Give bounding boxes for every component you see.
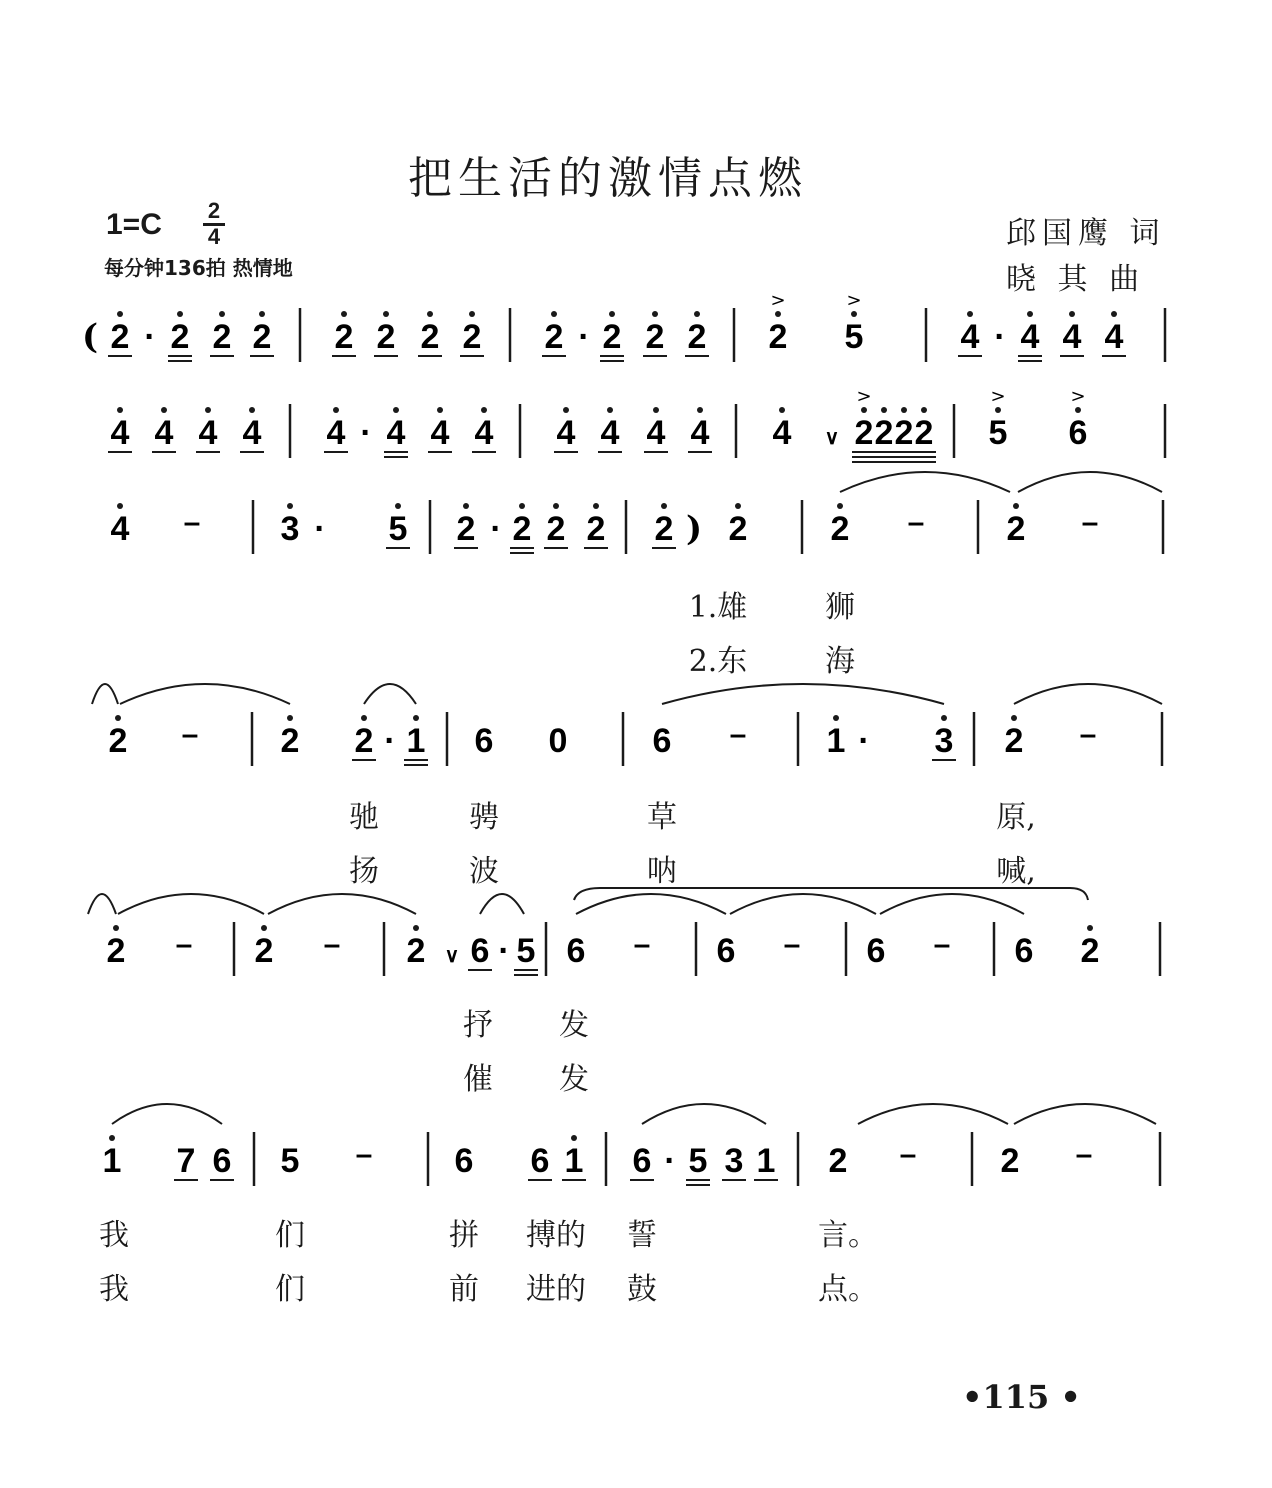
- note: 1: [564, 1142, 584, 1180]
- octave-dot: [481, 407, 487, 413]
- sustain-dash: –: [181, 718, 199, 751]
- sustain-dash: –: [729, 718, 747, 751]
- octave-dot: [609, 311, 615, 317]
- octave-dot: [383, 311, 389, 317]
- lyric-syllable: 前: [449, 1272, 479, 1307]
- note: 4: [110, 414, 130, 452]
- octave-dot: [995, 407, 1001, 413]
- note: 4: [772, 414, 792, 452]
- octave-dot: [1069, 311, 1075, 317]
- octave-dot: [941, 715, 947, 721]
- dotted-rhythm: ·: [498, 932, 510, 970]
- tie-slur: [1018, 472, 1162, 492]
- tie-slur: [364, 684, 416, 704]
- note: 2: [1006, 510, 1026, 548]
- sustain-dash: –: [783, 928, 801, 961]
- note: 6: [652, 722, 672, 760]
- octave-dot: [661, 503, 667, 509]
- lyric-syllable: 拼: [449, 1218, 479, 1253]
- octave-dot: [861, 407, 867, 413]
- note: 2: [654, 510, 674, 548]
- note: 4: [690, 414, 710, 452]
- accent-mark: >: [846, 290, 862, 311]
- note: 6: [530, 1142, 550, 1180]
- lyric-syllable: 驰: [349, 800, 379, 835]
- lyricist-credit: 邱国鹰 词: [1006, 216, 1166, 251]
- breath-mark: ∨: [444, 945, 460, 967]
- tie-slur: [730, 894, 876, 914]
- octave-dot: [177, 311, 183, 317]
- accent-mark: >: [1070, 386, 1086, 407]
- note: 2: [687, 318, 707, 356]
- tie-slur: [118, 894, 264, 914]
- note: 6: [1068, 414, 1088, 452]
- octave-dot: [1027, 311, 1033, 317]
- bracket: (: [81, 317, 99, 357]
- time-signature-denominator: 4: [207, 224, 221, 249]
- note: 5: [844, 318, 864, 356]
- note: 1: [756, 1142, 776, 1180]
- lyric-syllable: 们: [275, 1218, 305, 1253]
- lyric-syllable: 1.雄: [688, 590, 748, 625]
- octave-dot: [694, 311, 700, 317]
- octave-dot: [833, 715, 839, 721]
- lyric-syllable: 鼓: [627, 1272, 657, 1307]
- octave-dot: [1087, 925, 1093, 931]
- octave-dot: [607, 407, 613, 413]
- note: 5: [988, 414, 1008, 452]
- octave-dot: [1075, 407, 1081, 413]
- lyric-syllable: 呐: [647, 854, 677, 889]
- octave-dot: [519, 503, 525, 509]
- page-number: •115 •: [962, 1378, 1081, 1416]
- key-signature: 1=C: [106, 208, 162, 241]
- octave-dot: [393, 407, 399, 413]
- tie-slur: [662, 684, 944, 704]
- breath-mark: ∨: [824, 427, 840, 449]
- octave-dot: [361, 715, 367, 721]
- sustain-dash: –: [1075, 1138, 1093, 1171]
- sustain-dash: –: [183, 506, 201, 539]
- note: 2: [170, 318, 190, 356]
- octave-dot: [779, 407, 785, 413]
- sustain-dash: –: [933, 928, 951, 961]
- octave-dot: [652, 311, 658, 317]
- octave-dot: [1011, 715, 1017, 721]
- octave-dot: [563, 407, 569, 413]
- octave-dot: [117, 503, 123, 509]
- lyric-syllable: 们: [275, 1272, 305, 1307]
- accent-mark: >: [770, 290, 786, 311]
- octave-dot: [287, 715, 293, 721]
- octave-dot: [427, 311, 433, 317]
- note: 4: [386, 414, 406, 452]
- sustain-dash: –: [355, 1138, 373, 1171]
- note: 6: [1014, 932, 1034, 970]
- dotted-rhythm: ·: [664, 1142, 676, 1180]
- lyric-syllable: 海: [825, 644, 855, 679]
- lyric-syllable: 催: [463, 1062, 493, 1097]
- tie-slur: [1014, 1104, 1156, 1124]
- octave-dot: [921, 407, 927, 413]
- octave-dot: [881, 407, 887, 413]
- note: 2: [406, 932, 426, 970]
- tie-slur: [642, 1104, 766, 1124]
- dotted-rhythm: ·: [490, 510, 502, 548]
- note: 2: [544, 318, 564, 356]
- sustain-dash: –: [1079, 718, 1097, 751]
- octave-dot: [967, 311, 973, 317]
- tie-slur: [120, 684, 290, 704]
- note: 5: [388, 510, 408, 548]
- octave-dot: [1013, 503, 1019, 509]
- note: 4: [556, 414, 576, 452]
- lyric-syllable: 草: [647, 800, 677, 835]
- octave-dot: [261, 925, 267, 931]
- note: 4: [1104, 318, 1124, 356]
- note: 4: [1062, 318, 1082, 356]
- note: 2: [334, 318, 354, 356]
- note: 4: [600, 414, 620, 452]
- bracket: ): [685, 509, 703, 549]
- note: 7: [176, 1142, 196, 1180]
- octave-dot: [551, 311, 557, 317]
- composer-credit: 晓 其 曲: [1006, 262, 1146, 297]
- octave-dot: [113, 925, 119, 931]
- note: 3: [934, 722, 954, 760]
- note: 3: [280, 510, 300, 548]
- note: 5: [688, 1142, 708, 1180]
- note: 2: [602, 318, 622, 356]
- sustain-dash: –: [633, 928, 651, 961]
- note: 2: [420, 318, 440, 356]
- note: 2: [894, 414, 914, 452]
- note: 2: [546, 510, 566, 548]
- lyric-syllable: 点。: [818, 1272, 878, 1307]
- note: 2: [462, 318, 482, 356]
- octave-dot: [333, 407, 339, 413]
- lyric-syllable: 扬: [349, 854, 379, 889]
- lyric-syllable: 搏的: [526, 1218, 586, 1253]
- tie-slur: [840, 472, 1010, 492]
- note: 4: [474, 414, 494, 452]
- note: 2: [252, 318, 272, 356]
- lyric-syllable: 发: [559, 1008, 589, 1043]
- octave-dot: [413, 925, 419, 931]
- octave-dot: [413, 715, 419, 721]
- lyric-syllable: 波: [469, 854, 499, 889]
- note: 0: [548, 722, 568, 760]
- note: 2: [354, 722, 374, 760]
- dotted-rhythm: ·: [994, 318, 1006, 356]
- octave-dot: [117, 311, 123, 317]
- note: 2: [1000, 1142, 1020, 1180]
- octave-dot: [593, 503, 599, 509]
- note: 4: [1020, 318, 1040, 356]
- note: 4: [110, 510, 130, 548]
- tie-slur: [480, 894, 524, 914]
- note: 5: [280, 1142, 300, 1180]
- lyric-syllable: 我: [99, 1272, 129, 1307]
- note: 4: [154, 414, 174, 452]
- note: 2: [830, 510, 850, 548]
- time-signature-numerator: 2: [207, 198, 221, 223]
- dotted-rhythm: ·: [384, 722, 396, 760]
- lyric-syllable: 2.东: [688, 644, 748, 679]
- note: 2: [106, 932, 126, 970]
- lyric-syllable: 骋: [469, 800, 499, 835]
- note: 2: [854, 414, 874, 452]
- octave-dot: [735, 503, 741, 509]
- lyric-syllable: 喊,: [996, 854, 1036, 889]
- note: 2: [376, 318, 396, 356]
- accent-mark: >: [856, 386, 872, 407]
- tie-slur: [1014, 684, 1162, 704]
- octave-dot: [553, 503, 559, 509]
- octave-dot: [1111, 311, 1117, 317]
- octave-dot: [851, 311, 857, 317]
- note: 1: [102, 1142, 122, 1180]
- note: 2: [456, 510, 476, 548]
- octave-dot: [901, 407, 907, 413]
- note: 4: [646, 414, 666, 452]
- note: 2: [586, 510, 606, 548]
- note: 2: [110, 318, 130, 356]
- dotted-rhythm: ·: [360, 414, 372, 452]
- note: 3: [724, 1142, 744, 1180]
- note: 2: [512, 510, 532, 548]
- note: 2: [108, 722, 128, 760]
- tie-slur: [268, 894, 416, 914]
- tie-slur: [880, 894, 1024, 914]
- lyric-syllable: 抒: [463, 1008, 493, 1043]
- sustain-dash: –: [1081, 506, 1099, 539]
- sustain-dash: –: [899, 1138, 917, 1171]
- octave-dot: [697, 407, 703, 413]
- note: 4: [242, 414, 262, 452]
- note: 1: [826, 722, 846, 760]
- dotted-rhythm: ·: [578, 318, 590, 356]
- lyric-syllable: 狮: [825, 590, 855, 625]
- octave-dot: [395, 503, 401, 509]
- octave-dot: [571, 1135, 577, 1141]
- lyric-syllable: 原,: [996, 800, 1036, 835]
- tie-slur: [88, 894, 116, 914]
- tempo-marking: 每分钟136拍 热情地: [104, 256, 293, 280]
- note: 5: [516, 932, 536, 970]
- note: 2: [914, 414, 934, 452]
- sustain-dash: –: [175, 928, 193, 961]
- octave-dot: [287, 503, 293, 509]
- note: 6: [212, 1142, 232, 1180]
- octave-dot: [341, 311, 347, 317]
- octave-dot: [653, 407, 659, 413]
- accent-mark: >: [990, 386, 1006, 407]
- sustain-dash: –: [323, 928, 341, 961]
- tie-slur: [858, 1104, 1008, 1124]
- dotted-rhythm: ·: [144, 318, 156, 356]
- tie-slur: [576, 894, 726, 914]
- note: 4: [430, 414, 450, 452]
- sustain-dash: –: [907, 506, 925, 539]
- tie-slur: [92, 684, 118, 704]
- song-title: 把生活的激情点燃: [408, 153, 808, 204]
- note: 6: [454, 1142, 474, 1180]
- octave-dot: [115, 715, 121, 721]
- note: 2: [212, 318, 232, 356]
- octave-dot: [775, 311, 781, 317]
- note: 2: [828, 1142, 848, 1180]
- dotted-rhythm: ·: [314, 510, 326, 548]
- note: 6: [716, 932, 736, 970]
- octave-dot: [117, 407, 123, 413]
- note: 6: [470, 932, 490, 970]
- lyric-syllable: 进的: [526, 1272, 586, 1307]
- octave-dot: [161, 407, 167, 413]
- note: 4: [326, 414, 346, 452]
- note: 2: [645, 318, 665, 356]
- note: 2: [280, 722, 300, 760]
- octave-dot: [205, 407, 211, 413]
- octave-dot: [437, 407, 443, 413]
- dotted-rhythm: ·: [858, 722, 870, 760]
- note: 1: [406, 722, 426, 760]
- tie-slur: [112, 1104, 222, 1124]
- note: 2: [874, 414, 894, 452]
- octave-dot: [837, 503, 843, 509]
- lyric-syllable: 发: [559, 1062, 589, 1097]
- octave-dot: [463, 503, 469, 509]
- note: 4: [198, 414, 218, 452]
- lyric-syllable: 言。: [818, 1218, 878, 1253]
- octave-dot: [109, 1135, 115, 1141]
- octave-dot: [259, 311, 265, 317]
- lyric-syllable: 誓: [627, 1218, 657, 1253]
- note: 2: [1004, 722, 1024, 760]
- note: 6: [474, 722, 494, 760]
- octave-dot: [249, 407, 255, 413]
- note: 2: [728, 510, 748, 548]
- note: 4: [960, 318, 980, 356]
- note: 6: [866, 932, 886, 970]
- note: 2: [254, 932, 274, 970]
- octave-dot: [219, 311, 225, 317]
- note: 6: [632, 1142, 652, 1180]
- note: 6: [566, 932, 586, 970]
- lyric-syllable: 我: [99, 1218, 129, 1253]
- note: 2: [768, 318, 788, 356]
- note: 2: [1080, 932, 1100, 970]
- octave-dot: [469, 311, 475, 317]
